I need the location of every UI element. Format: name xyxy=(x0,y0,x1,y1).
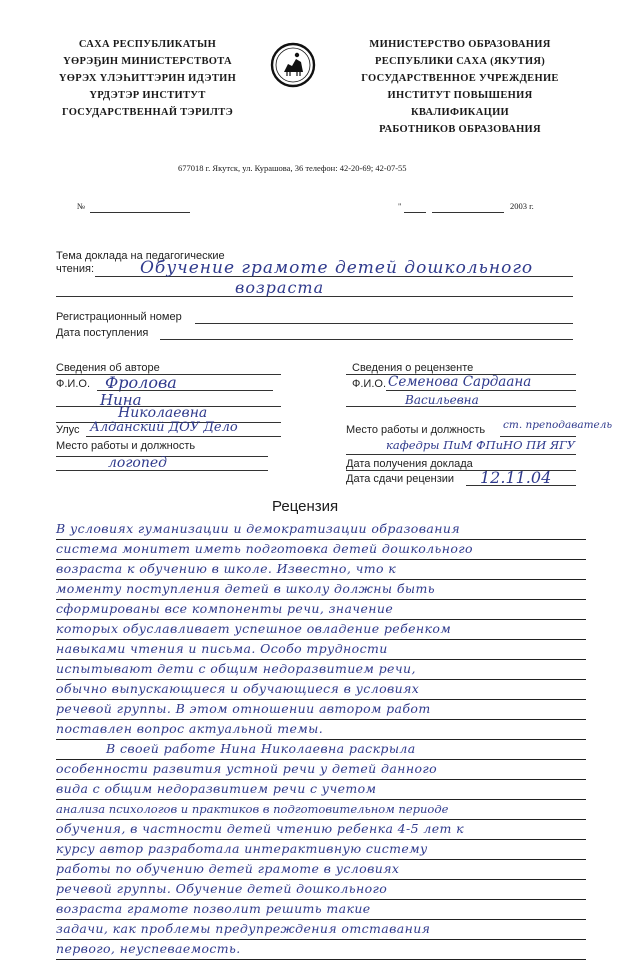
review-line xyxy=(56,520,586,540)
header-right-line: РЕСПУБЛИКИ САХА (ЯКУТИЯ) xyxy=(374,56,546,67)
header-left-block xyxy=(40,36,255,121)
author-ulus-line xyxy=(86,436,281,437)
review-text: курсу автор разработала интерактивную систему xyxy=(56,841,428,856)
received-date-label: Дата поступления xyxy=(56,327,149,339)
review-body xyxy=(56,520,586,960)
review-text: особенности развития устной речи у детей данного xyxy=(56,761,438,776)
review-line xyxy=(56,560,586,580)
review-text: речевой группы. Обучение детей дошкольного xyxy=(56,881,388,896)
review-line xyxy=(56,700,586,720)
review-line xyxy=(56,720,586,740)
header-left-line: ҮӨРЭХ ҮЛЭҺИТТЭРИН ИДЭТИН xyxy=(58,73,237,84)
author-work-value: логопед xyxy=(108,455,168,471)
author-ulus-value: Алданский ДОУ Дело xyxy=(90,420,238,435)
review-line xyxy=(56,740,586,760)
review-line xyxy=(56,600,586,620)
reviewer-work-line-2 xyxy=(346,454,576,455)
address-line: 677018 г. Якутск, ул. Курашова, 36 телефон: 42-20-69; 42-07-55 xyxy=(178,163,407,173)
reviewer-fio-value-1: Семенова Сардаана xyxy=(388,374,532,390)
review-text: навыками чтения и письма. Особо трудности xyxy=(56,641,388,656)
reviewer-fio-line-1 xyxy=(386,390,576,391)
review-text: обычно выпускающиеся и обучающиеся в условиях xyxy=(56,681,420,696)
reviewer-work-value-2: кафедры ПиМ ФПиНО ПИ ЯГУ xyxy=(386,438,576,452)
review-date-label: Дата сдачи рецензии xyxy=(346,473,455,485)
review-line xyxy=(56,900,586,920)
reviewer-fio-line-2 xyxy=(346,406,576,407)
topic-value-2: возраста xyxy=(235,278,325,297)
review-line xyxy=(56,780,586,800)
author-work-line-2 xyxy=(56,470,268,471)
date-quote: " xyxy=(398,201,402,211)
author-fio-value-3: Николаевна xyxy=(118,405,208,421)
review-date-line xyxy=(466,485,576,486)
header-right-line: КВАЛИФИКАЦИИ xyxy=(410,107,509,118)
reg-number-line xyxy=(195,323,573,324)
reviewer-fio-label: Ф.И.О. xyxy=(352,378,386,390)
header-left-line: ҮРДЭТЭР ИНСТИТУТ xyxy=(89,90,206,101)
number-label: № xyxy=(77,201,86,211)
date-day-line xyxy=(404,212,426,213)
review-line xyxy=(56,860,586,880)
emblem-icon xyxy=(270,42,316,88)
number-line xyxy=(90,212,190,213)
review-line xyxy=(56,620,586,640)
review-title: Рецензия xyxy=(272,498,339,515)
author-fio-value-2: Нина xyxy=(100,391,142,409)
review-text: задачи, как проблемы предупреждения отставания xyxy=(56,921,431,936)
reviewer-section-label: Сведения о рецензенте xyxy=(352,362,474,374)
received-date-line xyxy=(160,339,573,340)
review-line xyxy=(56,920,586,940)
review-text: речевой группы. В этом отношении автором работ xyxy=(56,701,431,716)
review-text: система монитет иметь подготовка детей дошкольного xyxy=(56,541,473,556)
author-fio-value-1: Фролова xyxy=(105,373,177,392)
reviewer-work-label: Место работы и должность xyxy=(346,424,486,436)
author-work-label: Место работы и должность xyxy=(56,440,196,452)
review-text: вида с общим недоразвитием речи с учетом xyxy=(56,781,377,796)
review-line xyxy=(56,880,586,900)
header-left-line: ГОСУДАРСТВЕННАЙ ТЭРИЛТЭ xyxy=(61,107,233,118)
topic-label-2: чтения: xyxy=(56,263,94,275)
review-line xyxy=(56,800,586,820)
header-right-line: РАБОТНИКОВ ОБРАЗОВАНИЯ xyxy=(379,124,541,135)
review-text: моменту поступления детей в школу должны быть xyxy=(56,581,435,596)
emblem-logo xyxy=(270,42,316,93)
review-line xyxy=(56,580,586,600)
reg-number-label: Регистрационный номер xyxy=(56,311,182,323)
review-line xyxy=(56,820,586,840)
author-ulus-label: Улус xyxy=(56,424,80,436)
review-line xyxy=(56,760,586,780)
review-text: анализа психологов и практиков в подготовительном периоде xyxy=(56,802,449,816)
reviewer-received-label: Дата получения доклада xyxy=(346,458,473,470)
review-line xyxy=(56,640,586,660)
review-text: возраста грамоте позволит решить такие xyxy=(56,901,371,916)
review-text: первого, неуспеваемость. xyxy=(56,941,241,956)
review-line xyxy=(56,540,586,560)
review-text: В своей работе Нина Николаевна раскрыла xyxy=(106,741,416,756)
review-text: поставлен вопрос актуальной темы. xyxy=(56,721,324,736)
review-text: сформированы все компоненты речи, значение xyxy=(56,601,394,616)
header-right-line: ИНСТИТУТ ПОВЫШЕНИЯ xyxy=(387,90,533,101)
review-text: которых обуславливает успешное овладение ребенком xyxy=(56,621,452,636)
header-right-block xyxy=(340,36,580,138)
reviewer-work-value-1: ст. преподаватель xyxy=(503,419,613,431)
author-section-label: Сведения об авторе xyxy=(56,362,160,374)
header-left-line: САХА РЕСПУБЛИКАТЫН xyxy=(78,39,217,50)
header-left-line: ҮӨРЭҔИН МИНИСТЕРСТВОТА xyxy=(63,56,232,67)
review-text: обучения, в частности детей чтению ребенка 4-5 лет к xyxy=(56,821,465,836)
review-date-value: 12.11.04 xyxy=(480,468,552,487)
author-fio-label: Ф.И.О. xyxy=(56,378,90,390)
topic-label: Тема доклада на педагогические xyxy=(56,250,225,262)
reviewer-fio-value-2: Васильевна xyxy=(405,393,479,407)
date-month-line xyxy=(432,212,504,213)
review-text: работы по обучению детей грамоте в условиях xyxy=(56,861,400,876)
review-text: возраста к обучению в школе. Известно, что к xyxy=(56,561,397,576)
reviewer-work-line-1 xyxy=(500,436,576,437)
header-right-line: ГОСУДАРСТВЕННОЕ УЧРЕЖДЕНИЕ xyxy=(361,73,559,84)
topic-value-1: Обучение грамоте детей дошкольного xyxy=(140,258,534,278)
review-text: В условиях гуманизации и демократизации образования xyxy=(56,521,461,536)
year-label: 2003 г. xyxy=(510,201,534,211)
review-line xyxy=(56,680,586,700)
header-right-line: МИНИСТЕРСТВО ОБРАЗОВАНИЯ xyxy=(369,39,551,50)
review-line xyxy=(56,660,586,680)
review-line xyxy=(56,840,586,860)
review-line xyxy=(56,940,586,960)
review-text: испытывают дети с общим недоразвитием речи, xyxy=(56,661,416,676)
